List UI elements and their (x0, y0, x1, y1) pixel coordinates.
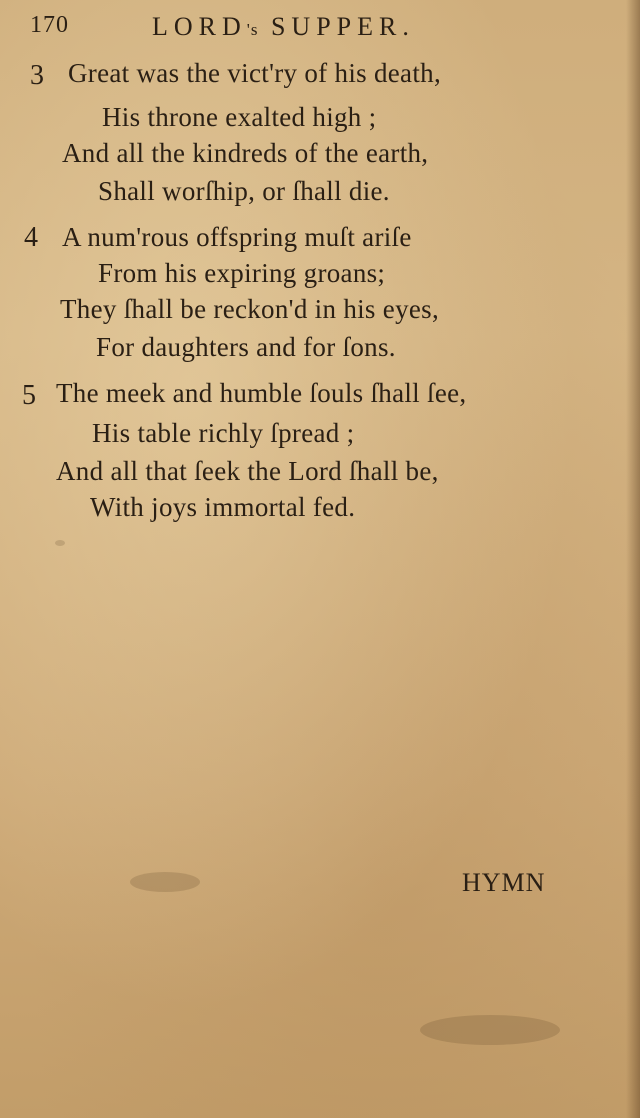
verse-line: And all the kindreds of the earth, (62, 138, 429, 168)
verse-line: His table richly ſpread ; (92, 418, 355, 448)
verse-line: The meek and humble ſouls ſhall ſee, (56, 378, 467, 408)
verse-line: A num'rous offspring muſt ariſe (62, 222, 412, 252)
paper-stain (130, 872, 200, 892)
paper-stain (420, 1015, 560, 1045)
paper-stain (55, 540, 65, 546)
verse-line: From his expiring groans; (98, 258, 386, 288)
verse-line: They ſhall be reckon'd in his eyes, (60, 294, 440, 324)
stanza-number: 4 (24, 222, 38, 253)
catchword: HYMN (462, 868, 546, 897)
running-head-possessive: 's (246, 20, 259, 39)
page-header (30, 12, 500, 52)
stanza-number: 5 (22, 380, 36, 411)
verse-line: Shall worſhip, or ſhall die. (98, 176, 390, 206)
verse-line: And all that ſeek the Lord ſhall be, (56, 456, 439, 486)
verse-line: For daughters and for ſons. (96, 332, 396, 362)
running-head-word: LORD (152, 12, 247, 41)
page-number: 170 (30, 12, 69, 38)
stanza-number: 3 (30, 60, 44, 91)
verse-line: Great was the vict'ry of his death, (68, 58, 441, 88)
verse-line: His throne exalted high ; (102, 102, 377, 132)
verse-line: With joys immortal fed. (90, 492, 356, 522)
running-head-word: SUPPER. (270, 12, 415, 41)
running-head (152, 12, 415, 42)
page-gutter-shadow (626, 0, 640, 1118)
